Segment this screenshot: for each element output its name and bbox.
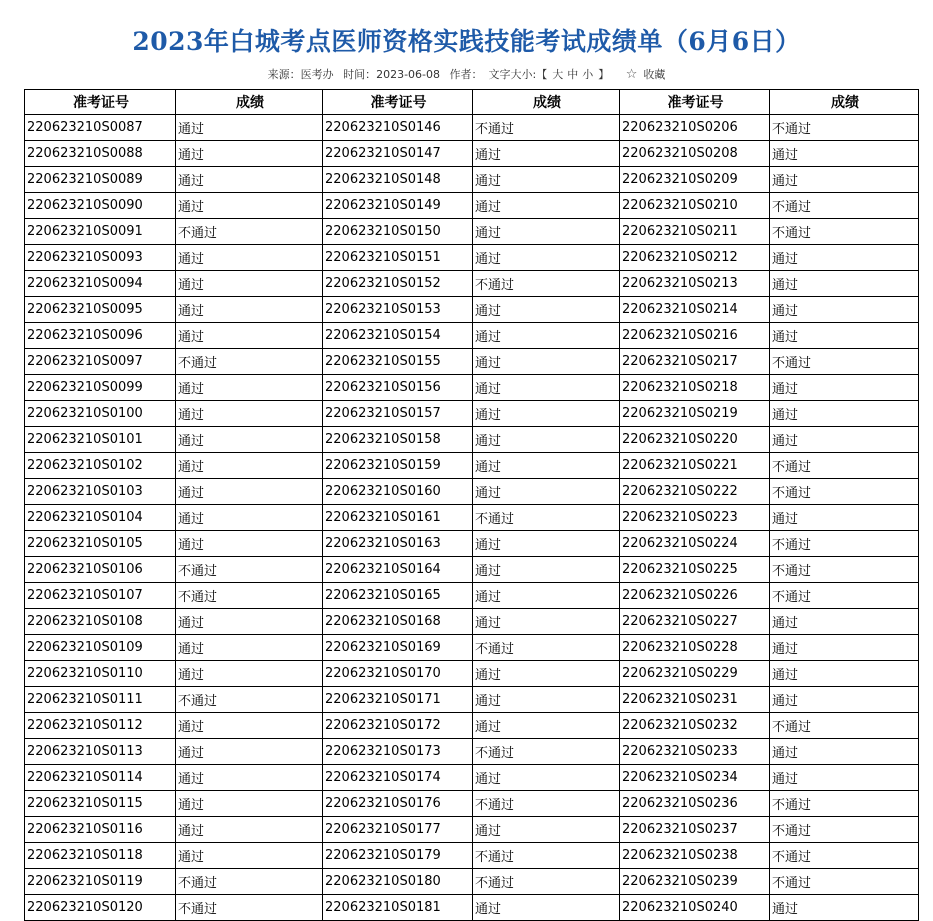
result-cell: 不通过 xyxy=(770,453,919,479)
table-row xyxy=(25,479,919,505)
ticket-number-cell: 220623210S0180 xyxy=(323,869,473,895)
ticket-number-cell: 220623210S0160 xyxy=(323,479,473,505)
result-cell: 不通过 xyxy=(176,895,323,921)
table-row xyxy=(25,895,919,921)
ticket-number-cell: 220623210S0233 xyxy=(620,739,770,765)
ticket-number-cell: 220623210S0239 xyxy=(620,869,770,895)
ticket-number-cell: 220623210S0159 xyxy=(323,453,473,479)
table-header-row xyxy=(25,90,919,115)
ticket-number-cell: 220623210S0147 xyxy=(323,141,473,167)
ticket-number-cell: 220623210S0154 xyxy=(323,323,473,349)
ticket-number-cell: 220623210S0108 xyxy=(25,609,176,635)
publish-time: 时间：2023-06-08 xyxy=(343,68,441,81)
result-cell: 通过 xyxy=(770,609,919,635)
ticket-number-cell: 220623210S0110 xyxy=(25,661,176,687)
result-cell: 通过 xyxy=(770,323,919,349)
result-cell: 不通过 xyxy=(770,713,919,739)
result-cell: 不通过 xyxy=(176,557,323,583)
result-cell: 通过 xyxy=(473,583,620,609)
font-size-large-link[interactable]: 大 xyxy=(552,68,564,81)
result-cell: 通过 xyxy=(473,219,620,245)
table-row xyxy=(25,557,919,583)
ticket-number-cell: 220623210S0227 xyxy=(620,609,770,635)
result-cell: 不通过 xyxy=(176,869,323,895)
result-cell: 通过 xyxy=(473,427,620,453)
result-cell: 通过 xyxy=(176,401,323,427)
ticket-number-cell: 220623210S0088 xyxy=(25,141,176,167)
result-cell: 不通过 xyxy=(473,635,620,661)
result-cell: 通过 xyxy=(176,453,323,479)
ticket-number-cell: 220623210S0095 xyxy=(25,297,176,323)
ticket-number-cell: 220623210S0216 xyxy=(620,323,770,349)
result-cell: 通过 xyxy=(176,375,323,401)
ticket-number-cell: 220623210S0223 xyxy=(620,505,770,531)
ticket-number-cell: 220623210S0211 xyxy=(620,219,770,245)
ticket-number-cell: 220623210S0164 xyxy=(323,557,473,583)
table-row xyxy=(25,661,919,687)
ticket-number-cell: 220623210S0158 xyxy=(323,427,473,453)
table-row xyxy=(25,869,919,895)
result-cell: 通过 xyxy=(473,349,620,375)
ticket-number-cell: 220623210S0104 xyxy=(25,505,176,531)
table-row xyxy=(25,505,919,531)
result-cell: 不通过 xyxy=(770,557,919,583)
result-cell: 通过 xyxy=(473,323,620,349)
result-cell: 不通过 xyxy=(770,817,919,843)
ticket-number-cell: 220623210S0115 xyxy=(25,791,176,817)
result-cell: 不通过 xyxy=(176,687,323,713)
ticket-number-cell: 220623210S0218 xyxy=(620,375,770,401)
ticket-number-cell: 220623210S0210 xyxy=(620,193,770,219)
ticket-number-cell: 220623210S0089 xyxy=(25,167,176,193)
result-cell: 通过 xyxy=(176,843,323,869)
star-icon[interactable]: ☆ xyxy=(625,67,638,82)
table-row xyxy=(25,375,919,401)
ticket-number-cell: 220623210S0096 xyxy=(25,323,176,349)
result-cell: 通过 xyxy=(473,453,620,479)
ticket-number-cell: 220623210S0091 xyxy=(25,219,176,245)
table-row xyxy=(25,583,919,609)
table-row xyxy=(25,765,919,791)
result-cell: 通过 xyxy=(176,245,323,271)
ticket-number-cell: 220623210S0232 xyxy=(620,713,770,739)
ticket-number-cell: 220623210S0169 xyxy=(323,635,473,661)
ticket-number-cell: 220623210S0153 xyxy=(323,297,473,323)
ticket-number-cell: 220623210S0176 xyxy=(323,791,473,817)
result-cell: 通过 xyxy=(176,505,323,531)
ticket-number-cell: 220623210S0236 xyxy=(620,791,770,817)
result-cell: 通过 xyxy=(473,817,620,843)
ticket-number-cell: 220623210S0219 xyxy=(620,401,770,427)
ticket-number-cell: 220623210S0181 xyxy=(323,895,473,921)
result-cell: 通过 xyxy=(770,687,919,713)
result-cell: 不通过 xyxy=(473,115,620,141)
ticket-number-cell: 220623210S0237 xyxy=(620,817,770,843)
result-cell: 通过 xyxy=(176,609,323,635)
result-cell: 通过 xyxy=(176,167,323,193)
table-row xyxy=(25,739,919,765)
ticket-number-cell: 220623210S0177 xyxy=(323,817,473,843)
ticket-number-cell: 220623210S0213 xyxy=(620,271,770,297)
table-row xyxy=(25,219,919,245)
ticket-number-cell: 220623210S0107 xyxy=(25,583,176,609)
table-row xyxy=(25,713,919,739)
ticket-number-cell: 220623210S0102 xyxy=(25,453,176,479)
result-cell: 通过 xyxy=(473,375,620,401)
result-cell: 通过 xyxy=(176,427,323,453)
table-row xyxy=(25,687,919,713)
result-cell: 通过 xyxy=(176,297,323,323)
ticket-number-cell: 220623210S0161 xyxy=(323,505,473,531)
ticket-number-cell: 220623210S0225 xyxy=(620,557,770,583)
table-row xyxy=(25,531,919,557)
ticket-number-cell: 220623210S0090 xyxy=(25,193,176,219)
result-cell: 不通过 xyxy=(770,531,919,557)
result-cell: 不通过 xyxy=(473,869,620,895)
ticket-number-cell: 220623210S0150 xyxy=(323,219,473,245)
column-header-ticket-number: 准考证号 xyxy=(25,90,176,115)
result-cell: 通过 xyxy=(473,141,620,167)
result-cell: 不通过 xyxy=(770,791,919,817)
ticket-number-cell: 220623210S0101 xyxy=(25,427,176,453)
result-cell: 通过 xyxy=(770,271,919,297)
ticket-number-cell: 220623210S0156 xyxy=(323,375,473,401)
result-cell: 不通过 xyxy=(176,219,323,245)
table-row xyxy=(25,635,919,661)
table-row xyxy=(25,349,919,375)
table-row xyxy=(25,323,919,349)
ticket-number-cell: 220623210S0111 xyxy=(25,687,176,713)
ticket-number-cell: 220623210S0238 xyxy=(620,843,770,869)
table-row xyxy=(25,141,919,167)
result-cell: 通过 xyxy=(770,505,919,531)
ticket-number-cell: 220623210S0149 xyxy=(323,193,473,219)
ticket-number-cell: 220623210S0157 xyxy=(323,401,473,427)
ticket-number-cell: 220623210S0221 xyxy=(620,453,770,479)
result-cell: 不通过 xyxy=(176,349,323,375)
result-cell: 通过 xyxy=(176,713,323,739)
result-cell: 通过 xyxy=(176,271,323,297)
ticket-number-cell: 220623210S0093 xyxy=(25,245,176,271)
column-header-ticket-number: 准考证号 xyxy=(620,90,770,115)
result-cell: 通过 xyxy=(176,817,323,843)
result-cell: 通过 xyxy=(473,245,620,271)
result-cell: 通过 xyxy=(770,765,919,791)
ticket-number-cell: 220623210S0170 xyxy=(323,661,473,687)
result-cell: 不通过 xyxy=(770,843,919,869)
article-meta xyxy=(0,66,933,82)
result-cell: 通过 xyxy=(473,661,620,687)
ticket-number-cell: 220623210S0217 xyxy=(620,349,770,375)
table-row xyxy=(25,427,919,453)
result-cell: 通过 xyxy=(176,661,323,687)
ticket-number-cell: 220623210S0114 xyxy=(25,765,176,791)
result-cell: 不通过 xyxy=(770,869,919,895)
result-cell: 通过 xyxy=(176,323,323,349)
result-cell: 通过 xyxy=(176,531,323,557)
results-table xyxy=(24,89,919,921)
table-row xyxy=(25,193,919,219)
result-cell: 不通过 xyxy=(473,505,620,531)
ticket-number-cell: 220623210S0163 xyxy=(323,531,473,557)
table-row xyxy=(25,115,919,141)
result-cell: 通过 xyxy=(473,687,620,713)
result-cell: 通过 xyxy=(770,739,919,765)
result-cell: 通过 xyxy=(473,895,620,921)
ticket-number-cell: 220623210S0172 xyxy=(323,713,473,739)
source-label: 来源：医考办 xyxy=(267,68,334,81)
result-cell: 通过 xyxy=(176,115,323,141)
result-cell: 不通过 xyxy=(770,193,919,219)
result-cell: 通过 xyxy=(770,661,919,687)
ticket-number-cell: 220623210S0212 xyxy=(620,245,770,271)
result-cell: 通过 xyxy=(473,167,620,193)
font-size-medium-link[interactable]: 中 xyxy=(567,68,579,81)
column-header-result: 成绩 xyxy=(473,90,620,115)
result-cell: 通过 xyxy=(473,531,620,557)
result-cell: 不通过 xyxy=(770,349,919,375)
ticket-number-cell: 220623210S0208 xyxy=(620,141,770,167)
result-cell: 通过 xyxy=(176,765,323,791)
result-cell: 通过 xyxy=(770,141,919,167)
result-cell: 不通过 xyxy=(770,479,919,505)
ticket-number-cell: 220623210S0220 xyxy=(620,427,770,453)
result-cell: 通过 xyxy=(473,713,620,739)
font-size-label: 文字大小:【 xyxy=(488,68,548,81)
font-size-end: 】 xyxy=(598,68,610,81)
ticket-number-cell: 220623210S0109 xyxy=(25,635,176,661)
table-row xyxy=(25,167,919,193)
ticket-number-cell: 220623210S0097 xyxy=(25,349,176,375)
result-cell: 通过 xyxy=(473,609,620,635)
ticket-number-cell: 220623210S0234 xyxy=(620,765,770,791)
result-cell: 通过 xyxy=(176,791,323,817)
ticket-number-cell: 220623210S0179 xyxy=(323,843,473,869)
result-cell: 不通过 xyxy=(473,739,620,765)
ticket-number-cell: 220623210S0103 xyxy=(25,479,176,505)
result-cell: 通过 xyxy=(473,479,620,505)
result-cell: 通过 xyxy=(176,193,323,219)
table-row xyxy=(25,245,919,271)
ticket-number-cell: 220623210S0152 xyxy=(323,271,473,297)
table-row xyxy=(25,297,919,323)
ticket-number-cell: 220623210S0229 xyxy=(620,661,770,687)
column-header-result: 成绩 xyxy=(176,90,323,115)
result-cell: 通过 xyxy=(770,297,919,323)
result-cell: 通过 xyxy=(473,765,620,791)
column-header-result: 成绩 xyxy=(770,90,919,115)
table-row xyxy=(25,843,919,869)
ticket-number-cell: 220623210S0106 xyxy=(25,557,176,583)
result-cell: 通过 xyxy=(770,401,919,427)
result-cell: 通过 xyxy=(770,245,919,271)
table-row xyxy=(25,609,919,635)
ticket-number-cell: 220623210S0100 xyxy=(25,401,176,427)
favorite-link[interactable]: 收藏 xyxy=(643,68,666,81)
result-cell: 通过 xyxy=(770,427,919,453)
ticket-number-cell: 220623210S0214 xyxy=(620,297,770,323)
ticket-number-cell: 220623210S0224 xyxy=(620,531,770,557)
result-cell: 不通过 xyxy=(473,791,620,817)
ticket-number-cell: 220623210S0168 xyxy=(323,609,473,635)
ticket-number-cell: 220623210S0151 xyxy=(323,245,473,271)
ticket-number-cell: 220623210S0206 xyxy=(620,115,770,141)
ticket-number-cell: 220623210S0173 xyxy=(323,739,473,765)
result-cell: 通过 xyxy=(473,193,620,219)
ticket-number-cell: 220623210S0231 xyxy=(620,687,770,713)
ticket-number-cell: 220623210S0174 xyxy=(323,765,473,791)
result-cell: 通过 xyxy=(473,401,620,427)
ticket-number-cell: 220623210S0146 xyxy=(323,115,473,141)
ticket-number-cell: 220623210S0113 xyxy=(25,739,176,765)
ticket-number-cell: 220623210S0116 xyxy=(25,817,176,843)
ticket-number-cell: 220623210S0222 xyxy=(620,479,770,505)
ticket-number-cell: 220623210S0171 xyxy=(323,687,473,713)
ticket-number-cell: 220623210S0165 xyxy=(323,583,473,609)
font-size-small-link[interactable]: 小 xyxy=(582,68,594,81)
result-cell: 通过 xyxy=(770,167,919,193)
result-cell: 通过 xyxy=(770,635,919,661)
table-row xyxy=(25,271,919,297)
ticket-number-cell: 220623210S0105 xyxy=(25,531,176,557)
result-cell: 不通过 xyxy=(176,583,323,609)
ticket-number-cell: 220623210S0087 xyxy=(25,115,176,141)
ticket-number-cell: 220623210S0099 xyxy=(25,375,176,401)
result-cell: 不通过 xyxy=(770,583,919,609)
table-row xyxy=(25,791,919,817)
result-cell: 通过 xyxy=(176,479,323,505)
result-cell: 通过 xyxy=(473,297,620,323)
result-cell: 不通过 xyxy=(770,219,919,245)
ticket-number-cell: 220623210S0112 xyxy=(25,713,176,739)
ticket-number-cell: 220623210S0228 xyxy=(620,635,770,661)
result-cell: 不通过 xyxy=(473,843,620,869)
ticket-number-cell: 220623210S0120 xyxy=(25,895,176,921)
ticket-number-cell: 220623210S0226 xyxy=(620,583,770,609)
author-label: 作者： xyxy=(449,68,483,81)
result-cell: 不通过 xyxy=(473,271,620,297)
table-row xyxy=(25,453,919,479)
result-cell: 通过 xyxy=(176,141,323,167)
result-cell: 通过 xyxy=(176,635,323,661)
result-cell: 通过 xyxy=(176,739,323,765)
page-title: 2023年白城考点医师资格实践技能考试成绩单（6月6日） xyxy=(132,27,801,56)
column-header-ticket-number: 准考证号 xyxy=(323,90,473,115)
ticket-number-cell: 220623210S0209 xyxy=(620,167,770,193)
table-row xyxy=(25,401,919,427)
ticket-number-cell: 220623210S0118 xyxy=(25,843,176,869)
result-cell: 通过 xyxy=(473,557,620,583)
ticket-number-cell: 220623210S0148 xyxy=(323,167,473,193)
result-cell: 通过 xyxy=(770,895,919,921)
ticket-number-cell: 220623210S0094 xyxy=(25,271,176,297)
ticket-number-cell: 220623210S0240 xyxy=(620,895,770,921)
table-row xyxy=(25,817,919,843)
ticket-number-cell: 220623210S0119 xyxy=(25,869,176,895)
result-cell: 通过 xyxy=(770,375,919,401)
ticket-number-cell: 220623210S0155 xyxy=(323,349,473,375)
result-cell: 不通过 xyxy=(770,115,919,141)
